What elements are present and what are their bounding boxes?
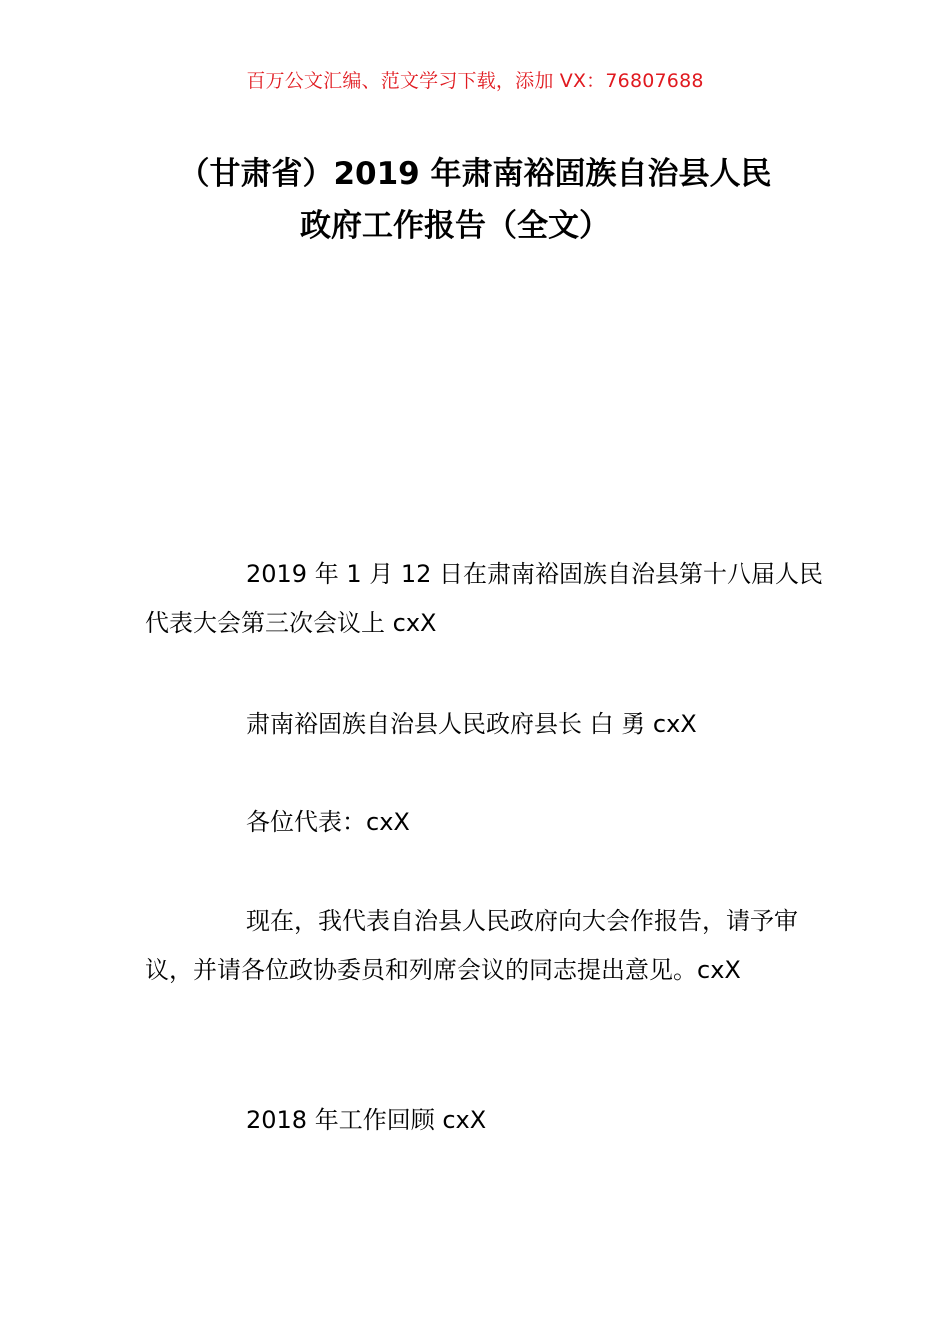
document-title bbox=[0, 148, 950, 252]
header-watermark-note: 百万公文汇编、范文学习下载，添加 VX：76807688 bbox=[246, 70, 704, 92]
section-heading-paragraph: 2018 年工作回顾 cxX bbox=[246, 1106, 487, 1134]
salutation-paragraph: 各位代表：cxX bbox=[246, 808, 410, 836]
speaker-paragraph: 肃南裕固族自治县人民政府县长 白 勇 cxX bbox=[246, 710, 697, 738]
title-line-1: （甘肃省）2019 年肃南裕固族自治县人民 bbox=[178, 156, 772, 192]
intro-paragraph: 现在，我代表自治县人民政府向大会作报告，请予审议，并请各位政协委员和列席会议的同志提出意见。cxX bbox=[145, 907, 798, 984]
meeting-info-paragraph: 2019 年 1 月 12 日在肃南裕固族自治县第十八届人民代表大会第三次会议上 cxX bbox=[145, 560, 824, 637]
title-line-2: 政府工作报告（全文） bbox=[300, 208, 610, 244]
